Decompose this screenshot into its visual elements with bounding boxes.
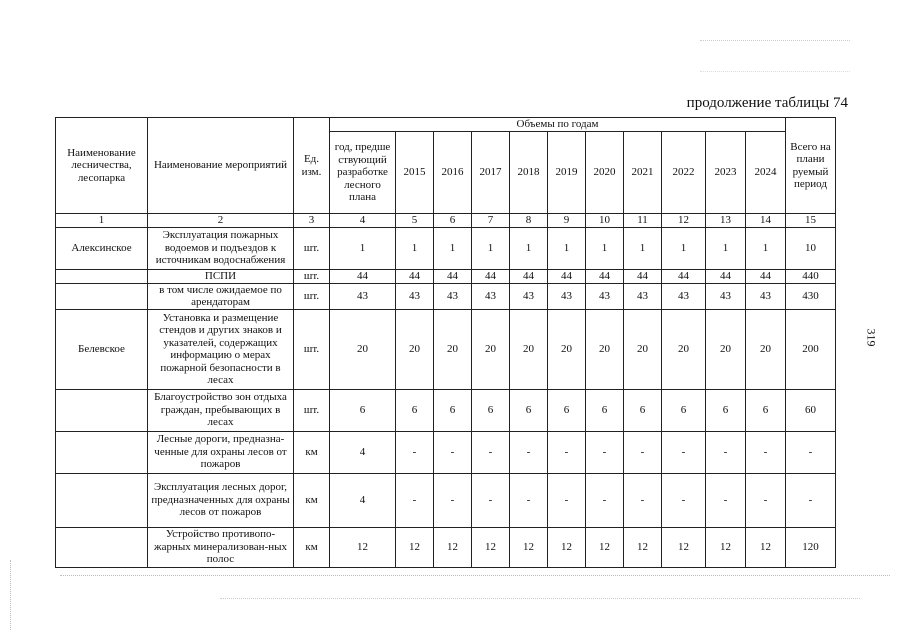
unit-cell: км: [294, 527, 330, 567]
value-cell: 12: [624, 527, 662, 567]
activity-name: ПСПИ: [148, 269, 294, 283]
value-cell: 6: [586, 389, 624, 431]
unit-cell: шт.: [294, 309, 330, 389]
value-cell: 43: [330, 283, 396, 309]
value-cell: 20: [434, 309, 472, 389]
value-cell: 20: [662, 309, 706, 389]
value-cell: 43: [510, 283, 548, 309]
column-number: 6: [434, 214, 472, 228]
value-cell: -: [706, 431, 746, 473]
page-number: 319: [864, 328, 879, 347]
value-cell: 1: [586, 227, 624, 269]
unit-cell: шт.: [294, 269, 330, 283]
header-year: 2017: [472, 132, 510, 214]
total-cell: 10: [786, 227, 836, 269]
value-cell: 43: [396, 283, 434, 309]
table-row: [56, 269, 836, 283]
value-cell: 6: [396, 389, 434, 431]
activity-name: Устройство противопо-жарных минерализован-ных полос: [148, 527, 294, 567]
header-year: 2015: [396, 132, 434, 214]
value-cell: 43: [706, 283, 746, 309]
value-cell: 20: [548, 309, 586, 389]
value-cell: 20: [510, 309, 548, 389]
total-cell: 440: [786, 269, 836, 283]
scan-artifact: [700, 40, 850, 72]
activity-name: Установка и размещение стендов и других знаков и указателей, содержащих информацию о мерах пожарной безопасности в лесах: [148, 309, 294, 389]
value-cell: 1: [396, 227, 434, 269]
activity-name: Лесные дороги, предназна-ченные для охраны лесов от пожаров: [148, 431, 294, 473]
table-row: [56, 389, 836, 431]
header-year-before: год, предше ствующий разработке лесного плана: [330, 132, 396, 214]
scan-artifact: [220, 598, 860, 600]
header-year: 2016: [434, 132, 472, 214]
scan-artifact: [10, 560, 12, 630]
value-cell: 12: [706, 527, 746, 567]
column-number-row: [56, 214, 836, 228]
column-number: 15: [786, 214, 836, 228]
value-cell: 44: [396, 269, 434, 283]
value-cell: 44: [548, 269, 586, 283]
value-cell: -: [662, 473, 706, 527]
value-cell: 1: [706, 227, 746, 269]
value-cell: 12: [434, 527, 472, 567]
header-year: 2022: [662, 132, 706, 214]
value-cell: 1: [746, 227, 786, 269]
total-cell: -: [786, 473, 836, 527]
column-number: 7: [472, 214, 510, 228]
value-cell: 44: [586, 269, 624, 283]
value-cell: 44: [330, 269, 396, 283]
value-cell: 6: [624, 389, 662, 431]
total-cell: 430: [786, 283, 836, 309]
value-cell: -: [662, 431, 706, 473]
value-cell: 12: [662, 527, 706, 567]
value-cell: 1: [662, 227, 706, 269]
value-cell: -: [624, 431, 662, 473]
header-unit: Ед. изм.: [294, 118, 330, 214]
value-cell: -: [624, 473, 662, 527]
activity-name: в том числе ожидаемое по арендаторам: [148, 283, 294, 309]
forestry-name: [56, 527, 148, 567]
value-cell: 6: [706, 389, 746, 431]
unit-cell: км: [294, 431, 330, 473]
table-row: [56, 473, 836, 527]
value-cell: 43: [548, 283, 586, 309]
value-cell: -: [586, 431, 624, 473]
header-year: 2023: [706, 132, 746, 214]
planned-volumes-table: [55, 117, 836, 568]
value-cell: 20: [706, 309, 746, 389]
header-total: Всего на плани руемый период: [786, 118, 836, 214]
value-cell: -: [472, 473, 510, 527]
value-cell: 43: [662, 283, 706, 309]
table-row: [56, 283, 836, 309]
forestry-name: [56, 431, 148, 473]
column-number: 10: [586, 214, 624, 228]
value-cell: -: [548, 473, 586, 527]
table-continuation-label: продолжение таблицы 74: [686, 95, 848, 111]
value-cell: 1: [510, 227, 548, 269]
scan-artifact: [60, 575, 890, 577]
unit-cell: шт.: [294, 227, 330, 269]
value-cell: -: [510, 473, 548, 527]
header-activity: Наименование мероприятий: [148, 118, 294, 214]
column-number: 11: [624, 214, 662, 228]
value-cell: 1: [472, 227, 510, 269]
value-cell: 20: [330, 309, 396, 389]
value-cell: 44: [746, 269, 786, 283]
value-cell: -: [746, 473, 786, 527]
header-volumes-by-year: Объемы по годам: [330, 118, 786, 132]
column-number: 3: [294, 214, 330, 228]
column-number: 14: [746, 214, 786, 228]
table-row: [56, 227, 836, 269]
column-number: 2: [148, 214, 294, 228]
value-cell: 1: [548, 227, 586, 269]
table-row: [56, 527, 836, 567]
value-cell: -: [472, 431, 510, 473]
value-cell: 6: [548, 389, 586, 431]
header-year: 2021: [624, 132, 662, 214]
value-cell: 44: [624, 269, 662, 283]
value-cell: 44: [510, 269, 548, 283]
table-row: [56, 309, 836, 389]
forestry-name: Алексинское: [56, 227, 148, 269]
value-cell: 6: [662, 389, 706, 431]
column-number: 12: [662, 214, 706, 228]
value-cell: 1: [624, 227, 662, 269]
header-year: 2019: [548, 132, 586, 214]
activity-name: Благоустройство зон отдыха граждан, пребывающих в лесах: [148, 389, 294, 431]
value-cell: 43: [586, 283, 624, 309]
value-cell: 20: [586, 309, 624, 389]
unit-cell: км: [294, 473, 330, 527]
value-cell: 20: [396, 309, 434, 389]
header-year: 2024: [746, 132, 786, 214]
column-number: 4: [330, 214, 396, 228]
value-cell: -: [396, 431, 434, 473]
value-cell: -: [434, 473, 472, 527]
value-cell: 12: [396, 527, 434, 567]
total-cell: 200: [786, 309, 836, 389]
value-cell: 4: [330, 431, 396, 473]
column-number: 5: [396, 214, 434, 228]
value-cell: 6: [434, 389, 472, 431]
unit-cell: шт.: [294, 283, 330, 309]
value-cell: 6: [510, 389, 548, 431]
value-cell: -: [706, 473, 746, 527]
unit-cell: шт.: [294, 389, 330, 431]
header-year: 2018: [510, 132, 548, 214]
value-cell: 44: [662, 269, 706, 283]
value-cell: 12: [510, 527, 548, 567]
value-cell: -: [548, 431, 586, 473]
value-cell: 44: [706, 269, 746, 283]
column-number: 13: [706, 214, 746, 228]
value-cell: -: [746, 431, 786, 473]
value-cell: 43: [434, 283, 472, 309]
forestry-name: [56, 283, 148, 309]
value-cell: 6: [472, 389, 510, 431]
value-cell: 12: [330, 527, 396, 567]
value-cell: 20: [472, 309, 510, 389]
value-cell: -: [434, 431, 472, 473]
value-cell: 20: [624, 309, 662, 389]
value-cell: -: [586, 473, 624, 527]
value-cell: 12: [746, 527, 786, 567]
column-number: 9: [548, 214, 586, 228]
header-year: 2020: [586, 132, 624, 214]
total-cell: -: [786, 431, 836, 473]
value-cell: 1: [330, 227, 396, 269]
value-cell: -: [396, 473, 434, 527]
value-cell: 44: [434, 269, 472, 283]
column-number: 8: [510, 214, 548, 228]
value-cell: 1: [434, 227, 472, 269]
value-cell: 12: [548, 527, 586, 567]
forestry-name: [56, 473, 148, 527]
value-cell: 6: [330, 389, 396, 431]
total-cell: 60: [786, 389, 836, 431]
activity-name: Эксплуатация пожарных водоемов и подъездов к источникам водоснабжения: [148, 227, 294, 269]
value-cell: 6: [746, 389, 786, 431]
value-cell: 20: [746, 309, 786, 389]
total-cell: 120: [786, 527, 836, 567]
activity-name: Эксплуатация лесных дорог, предназначенных для охраны лесов от пожаров: [148, 473, 294, 527]
column-number: 1: [56, 214, 148, 228]
value-cell: 44: [472, 269, 510, 283]
forestry-name: [56, 389, 148, 431]
value-cell: 12: [586, 527, 624, 567]
value-cell: 12: [472, 527, 510, 567]
header-forestry: Наименование лесничества, лесопарка: [56, 118, 148, 214]
value-cell: 43: [624, 283, 662, 309]
forestry-name: [56, 269, 148, 283]
value-cell: 43: [746, 283, 786, 309]
forestry-name: Белевское: [56, 309, 148, 389]
table-row: [56, 431, 836, 473]
value-cell: 4: [330, 473, 396, 527]
value-cell: -: [510, 431, 548, 473]
value-cell: 43: [472, 283, 510, 309]
